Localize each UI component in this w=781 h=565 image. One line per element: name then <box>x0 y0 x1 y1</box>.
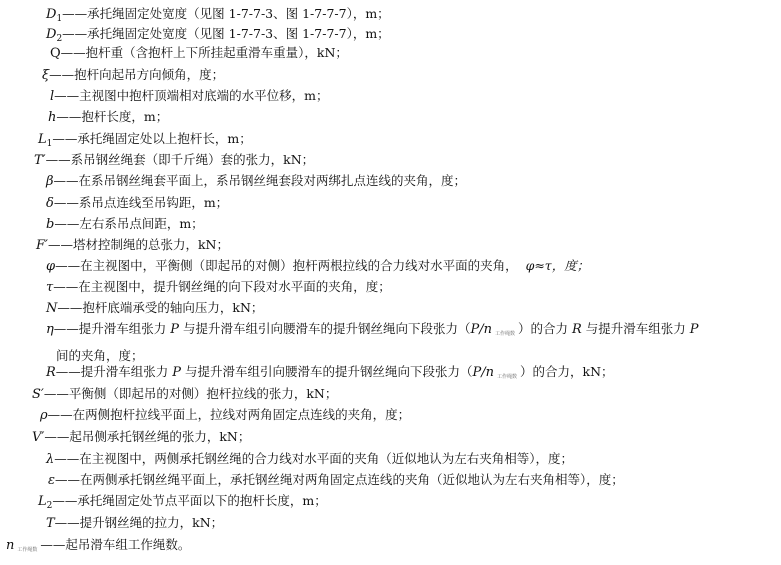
var-p-over-n: P/n <box>470 322 493 337</box>
definition-text: ——左右系吊点间距，m； <box>54 216 204 231</box>
symbol: L <box>38 494 47 509</box>
symbol: N <box>46 301 58 316</box>
symbol: V′ <box>32 430 45 445</box>
definition-text: ——系吊钢丝绳套（即千斤绳）套的张力，kN； <box>45 152 315 167</box>
definition-t <box>0 515 777 532</box>
definition-r <box>0 364 777 385</box>
definition-text-d: 与提升滑车组张力 <box>581 321 690 336</box>
definition-text: ——承托绳固定处以上抱杆长，m； <box>52 131 252 146</box>
definition-text-c: ）的合力，kN； <box>520 364 614 379</box>
definition-text: ——抱杆长度，m； <box>56 109 169 124</box>
symbol: η <box>46 322 54 337</box>
symbol: ξ <box>42 68 50 83</box>
definition-lambda <box>0 451 777 468</box>
definition-xi <box>0 67 777 84</box>
symbol: b <box>46 217 55 232</box>
symbol: τ <box>46 280 54 295</box>
symbol: T′ <box>34 153 46 168</box>
definition-text: ——在主视图中，两侧承托钢丝绳的合力线对水平面的夹角（近似地认为左右夹角相等），度； <box>54 451 574 466</box>
symbol: h <box>48 110 57 125</box>
definition-text: ——在两侧抱杆拉线平面上，拉线对两角固定点连线的夹角，度； <box>47 407 411 422</box>
definition-text: ——承托绳固定处节点平面以下的抱杆长度，m； <box>52 493 327 508</box>
definition-phi <box>0 258 777 275</box>
var-p: P <box>172 365 182 380</box>
var-p-over-n: P/n <box>472 365 495 380</box>
definition-text-b: 与提升滑车组引向腰滑车的提升钢丝绳向下段张力（ <box>179 321 471 336</box>
definition-rho <box>0 407 777 424</box>
symbol-subscript: 2 <box>46 501 53 511</box>
definition-text: ——承托绳固定处宽度（见图 1-7-7-3、图 1-7-7-7），m； <box>62 6 390 21</box>
definition-text: ——系吊点连线至吊钩距，m； <box>53 195 229 210</box>
symbol: l <box>50 89 55 104</box>
definition-f-prime <box>0 237 777 254</box>
definition-n <box>0 537 777 558</box>
symbol: φ <box>46 259 56 274</box>
definition-text: ——在主视图中，提升钢丝绳的向下段对水平面的夹角，度； <box>53 279 391 294</box>
definition-text-e: 间的夹角，度； <box>56 348 144 363</box>
symbol: F′ <box>36 238 48 253</box>
symbol: ε <box>48 473 55 488</box>
definition-delta <box>0 195 777 212</box>
symbol: Q <box>50 46 61 61</box>
definition-l <box>0 88 777 105</box>
definition-t-prime <box>0 152 777 169</box>
symbol: S′ <box>32 387 44 402</box>
definition-text-b: 与提升滑车组引向腰滑车的提升钢丝绳向下段张力（ <box>181 364 473 379</box>
symbol: L <box>38 132 47 147</box>
subscript-working-ropes: 工作绳数 <box>495 331 516 337</box>
definition-d1 <box>0 6 777 27</box>
symbol: λ <box>46 452 55 467</box>
definition-epsilon <box>0 472 777 489</box>
definition-text: ——抱杆重（含抱杆上下所挂起重滑车重量），kN； <box>60 45 348 60</box>
subscript-working-ropes: 工作绳数 <box>17 547 38 553</box>
definition-text: ——在主视图中，平衡侧（即起吊的对侧）抱杆两根拉线的合力线对水平面的夹角， <box>55 258 518 273</box>
var-p: P <box>689 322 699 337</box>
var-p: P <box>170 322 180 337</box>
definition-text: ——塔材控制绳的总张力，kN； <box>47 237 229 252</box>
definition-v-prime <box>0 429 777 446</box>
symbol: ρ <box>40 408 48 423</box>
definition-text-a: ——提升滑车组张力 <box>53 321 171 336</box>
definition-text: ——起吊滑车组工作绳数。 <box>40 537 191 552</box>
definition-d2 <box>0 26 777 47</box>
definition-text: ——在两侧承托钢丝绳平面上，承托钢丝绳对两角固定点连线的夹角（近似地认为左右夹角相等），度； <box>54 472 624 487</box>
definition-text: ——平衡侧（即起吊的对侧）抱杆拉线的张力，kN； <box>43 386 338 401</box>
symbol: D <box>46 7 57 22</box>
symbol-subscript: 1 <box>56 14 63 24</box>
definition-text: ——承托绳固定处宽度（见图 1-7-7-3、图 1-7-7-7），m； <box>62 26 390 41</box>
definition-beta <box>0 173 777 190</box>
definition-l1 <box>0 131 777 152</box>
subscript-working-ropes: 工作绳数 <box>497 374 518 380</box>
definition-text: ——主视图中抱杆顶端相对底端的水平位移，m； <box>54 88 329 103</box>
definition-text-c: ）的合力 <box>518 321 573 336</box>
definition-tau <box>0 279 777 296</box>
symbol: R <box>46 365 56 380</box>
definition-text: ——起吊侧承托钢丝绳的张力，kN； <box>44 429 251 444</box>
symbol: δ <box>46 196 54 211</box>
var-r: R <box>572 322 582 337</box>
symbol: D <box>46 27 57 42</box>
definition-tail: φ≈τ，度； <box>525 258 590 273</box>
definition-s-prime <box>0 386 777 403</box>
definition-text: ——在系吊钢丝绳套平面上，系吊钢丝绳套段对两绑扎点连线的夹角，度； <box>53 173 467 188</box>
definition-b <box>0 216 777 233</box>
definition-eta <box>0 318 777 366</box>
symbol-subscript: 1 <box>46 139 53 149</box>
definition-text: ——抱杆向起吊方向倾角，度； <box>49 67 225 82</box>
definition-l2 <box>0 493 777 514</box>
definition-q <box>0 45 777 62</box>
symbol: n <box>6 538 15 553</box>
definition-h <box>0 109 777 126</box>
definition-text-a: ——提升滑车组张力 <box>55 364 173 379</box>
definition-n-axial <box>0 300 777 317</box>
symbol: β <box>46 174 54 189</box>
symbol: T <box>46 516 55 531</box>
definition-text: ——提升钢丝绳的拉力，kN； <box>54 515 224 530</box>
symbol-subscript: 2 <box>56 34 63 44</box>
definition-text: ——抱杆底端承受的轴向压力，kN； <box>57 300 264 315</box>
